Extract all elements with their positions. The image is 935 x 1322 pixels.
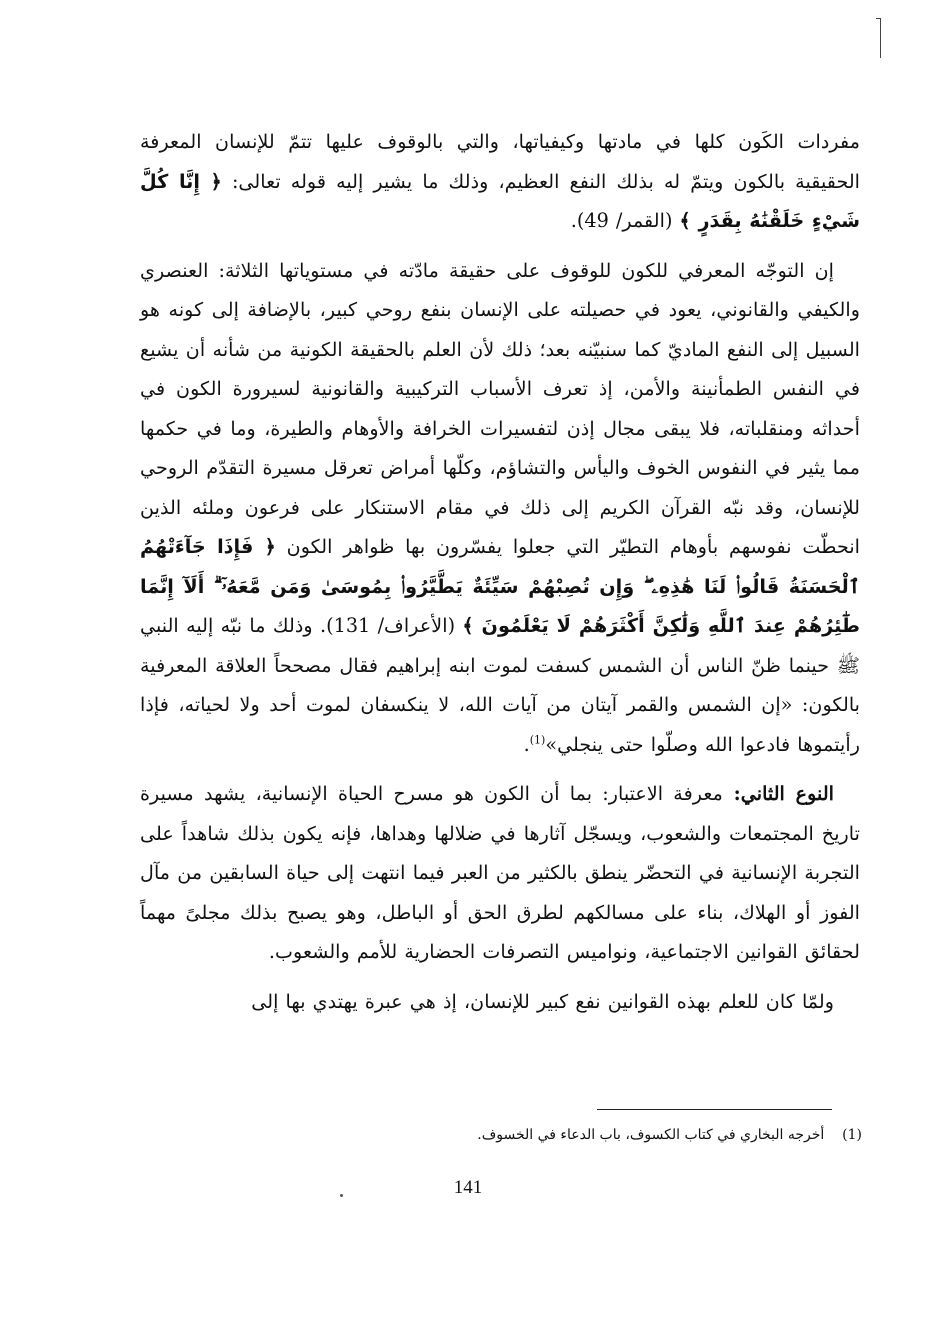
footnote-text: أخرجه البخاري في كتاب الكسوف، باب الدعاء في الخسوف.: [477, 1127, 825, 1143]
footnote-separator: [597, 1109, 832, 1110]
paragraph-text: إن التوجّه المعرفي للكون للوقوف على حقيقة مادّته في مستوياتها الثلاثة: العنصري والكيفي والقانوني، يعود في حصيلته على الإنسان بنفع روحي كبير، بالإضافة إلى كونه هو السبيل إلى النفع الماديّ كما سنبيّنه بعد؛ ذلك لأن العلم بالحقيقة الكونية من شأنه أن يشيع في النفس الطمأنينة والأمن، إذ تعرف الأسباب التركيبية والقانونية لسيرورة الكون في أحداثه ومنقلباته، فلا يبقى مجال إذن لتفسيرات الخرافة والأوهام والطيرة، وما في حكمها مما يثير في النفوس الخوف واليأس والتشاؤم، وكلّها أمراض تعرقل مسيرة التقدّم الروحي للإنسان، وقد نبّه القرآن الكريم إلى ذلك في مقام الاستنكار على فرعون وملئه الذين انحطّت نفوسهم بأوهام التطيّر التي جعلوا يفسّرون بها ظواهر الكون: [140, 258, 860, 558]
section-heading: النوع الثاني:: [722, 782, 834, 805]
paragraph-text: معرفة الاعتبار: بما أن الكون هو مسرح الحياة الإنسانية، يشهد مسيرة تاريخ المجتمعات والشعوب، ويسجّل آثارها في ضلالها وهداها، فإنه يكون بذلك شاهداً على التجربة الإنسانية في التحضّر ينطق بالكثير من العبر فيما انتهت إلى حياة السابقين من مآل الفوز أو الهلاك، بناء على مسالكهم لطرق الحق أو الباطل، وهو يصبح بذلك مجلىً مهماً لحقائق القوانين الاجتماعية، ونواميس التصرفات الحضارية للأمم والشعوب.: [140, 782, 860, 963]
paragraph-p3: [140, 774, 860, 972]
paragraph-text: .: [523, 732, 530, 756]
body-text: [140, 122, 860, 1031]
quran-verse: ﴿ فَإِذَا جَآءَتْهُمُ ٱلْحَسَنَةُ قَالُوا۟ لَنَا هَٰذِهِۦ ۖ وَإِن تُصِبْهُمْ سَيِّئَةٌ يَطَّيَّرُوا۟ بِمُوسَىٰ وَمَن مَّعَهُۥٓ ۗ أَلَآ إِنَّمَا طَٰٓئِرُهُمْ عِندَ ٱللَّهِ وَلَٰكِنَّ أَكْثَرَهُمْ لَا يَعْلَمُونَ ﴾: [140, 535, 861, 637]
paragraph-text: ولمّا كان للعلم بهذه القوانين نفع كبير للإنسان، إذ هي عبرة يهتدي بها إلى: [251, 989, 834, 1013]
crop-mark-cap: [876, 18, 881, 19]
paragraph-p2: [140, 251, 860, 765]
print-speck: [340, 1194, 343, 1197]
paragraph-text: (القمر/ 49).: [570, 209, 680, 232]
footnote: [140, 1124, 862, 1146]
page-number: 141: [453, 1177, 483, 1198]
paragraph-text: مفردات الكَون كلها في مادتها وكيفياتها، والتي بالوقوف عليها تتمّ للإنسان المعرفة الحقيقية بالكون ويتمّ له بذلك النفع العظيم، وذلك ما يشير إليه قوله تعالى:: [140, 130, 861, 193]
footnote-reference: (1): [529, 733, 546, 747]
corner-crop-mark: [876, 18, 886, 58]
crop-mark-line: [880, 18, 881, 58]
footnote-spacer: [829, 1127, 838, 1143]
footnote-number: (1): [842, 1127, 862, 1143]
paragraph-p4: [140, 982, 860, 1022]
paragraph-p1: [140, 122, 860, 241]
quran-verse: ﴿ إِنَّا كُلَّ شَيْءٍ خَلَقْنَٰهُ بِقَدَرٍ ﴾: [140, 169, 860, 232]
paragraph-text: (الأعراف/ 131). وذلك ما نبّه إليه النبي ﷺ حينما ظنّ الناس أن الشمس كسفت لموت ابنه إبراهيم فقال مصححاً العلاقة المعرفية بالكون: «إن الشمس والقمر آيتان من آيات الله، لا ينكسفان لموت أحد ولا لحياته، فإذا رأيتموها فادعوا الله وصلّوا حتى ينجلي»: [140, 614, 860, 756]
